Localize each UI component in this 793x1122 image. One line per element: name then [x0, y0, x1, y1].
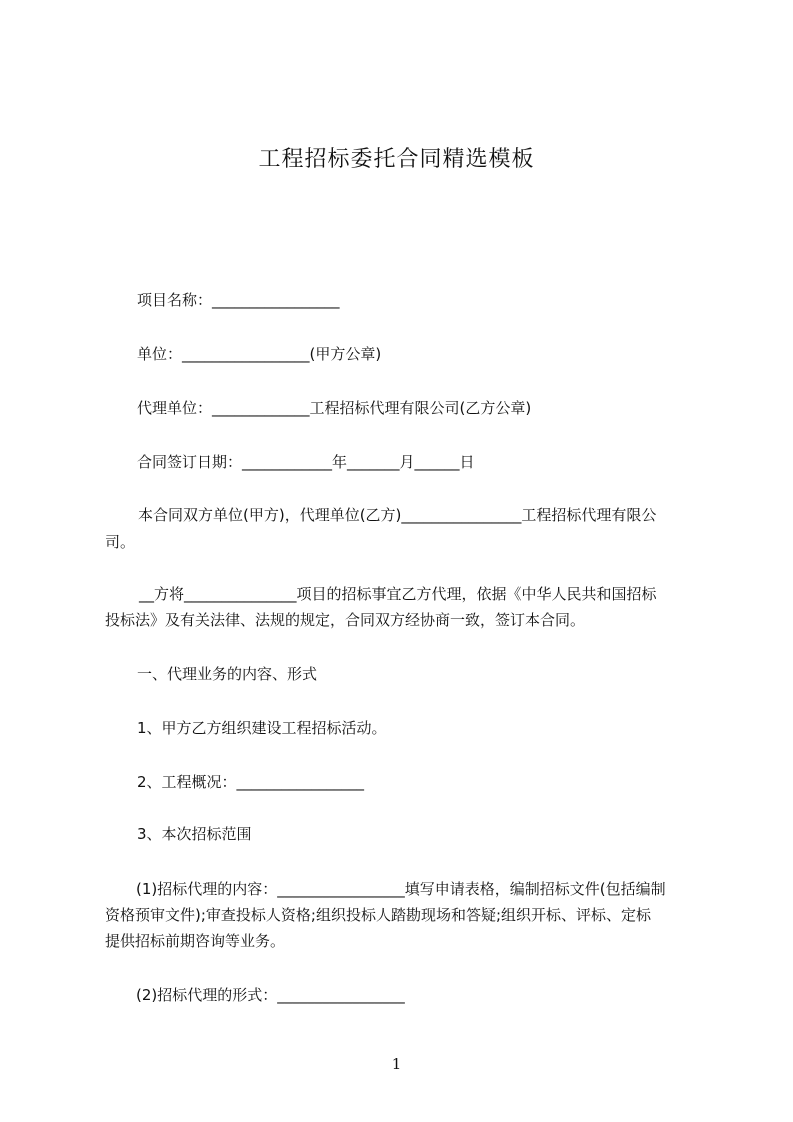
page-number: 1 [391, 1055, 402, 1073]
list-item-2: 2、工程概况：_________________ [137, 773, 365, 791]
agency-content-line1: (1)招标代理的内容：_________________填写申请表格，编制招标文件(包括编制 [136, 880, 666, 898]
field-unit: 单位：_________________(甲方公章) [137, 345, 382, 363]
list-item-1: 1、甲方乙方组织建设工程招标活动。 [137, 719, 387, 737]
paragraph-parties-line2: 司。 [105, 533, 136, 551]
paragraph-basis-line2: 投标法》及有关法律、法规的规定，合同双方经协商一致，签订本合同。 [105, 611, 586, 629]
document-title: 工程招标委托合同精选模板 [258, 147, 535, 172]
paragraph-parties-line1: 本合同双方单位(甲方)，代理单位(乙方)________________工程招标代理有限公 [138, 506, 657, 524]
field-project-name: 项目名称：_________________ [137, 291, 340, 309]
paragraph-basis-line1: __方将_______________项目的招标事宜乙方代理，依据《中华人民共和国招标 [139, 585, 657, 603]
field-agent-unit: 代理单位：_____________工程招标代理有限公司(乙方公章) [137, 399, 532, 417]
agency-content-line3: 提供招标前期咨询等业务。 [105, 932, 286, 950]
agency-form: (2)招标代理的形式：_________________ [136, 986, 405, 1004]
agency-content-line2: 资格预审文件);审查投标人资格;组织投标人踏勘现场和答疑;组织开标、评标、定标 [105, 906, 652, 924]
field-sign-date: 合同签订日期：____________年_______月______日 [137, 453, 475, 471]
list-item-3: 3、本次招标范围 [137, 825, 252, 843]
section-heading: 一、代理业务的内容、形式 [137, 665, 318, 683]
